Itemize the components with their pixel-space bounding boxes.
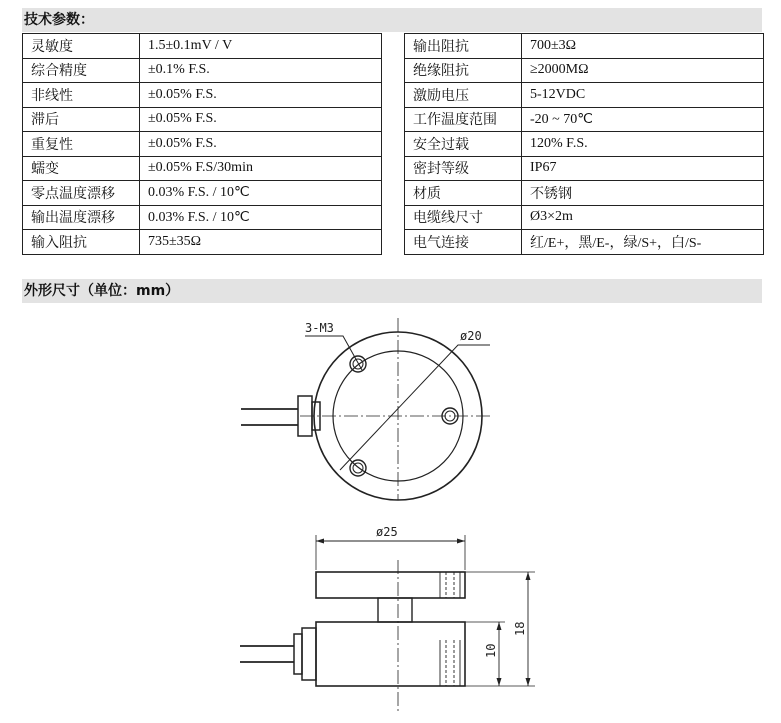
spec-label: 蠕变 [23,156,140,181]
side-width-label: ø25 [376,525,398,539]
side-cable-gland [302,628,316,680]
spec-value: ±0.05% F.S. [140,107,382,132]
spec-label: 非线性 [23,83,140,108]
spec-label: 重复性 [23,132,140,157]
top-view [241,318,490,500]
spec-value: Ø3×2m [522,205,764,230]
spec-label: 工作温度范围 [405,107,522,132]
spec-value: 0.03% F.S. / 10℃ [140,205,382,230]
spec-value: -20 ~ 70℃ [522,107,764,132]
mounting-hole-1 [350,356,366,372]
sensor-body [316,622,465,686]
dimensions-header: 外形尺寸（单位：mm） [22,279,762,303]
side-view [240,535,535,712]
spec-label: 滞后 [23,107,140,132]
spec-label: 密封等级 [405,156,522,181]
top-plate [316,572,465,598]
spec-label: 输出温度漂移 [23,205,140,230]
spec-value: 0.03% F.S. / 10℃ [140,181,382,206]
spec-value: 120% F.S. [522,132,764,157]
spec-label: 输入阻抗 [23,230,140,255]
stem [378,598,412,622]
spec-label: 激励电压 [405,83,522,108]
spec-value: 红/E+，黑/E-，绿/S+，白/S- [522,230,764,255]
total-height-label: 18 [513,621,527,636]
spec-value: IP67 [522,156,764,181]
spec-label: 电缆线尺寸 [405,205,522,230]
mounting-hole-3 [350,460,366,476]
spec-value: ±0.05% F.S/30min [140,156,382,181]
spec-label: 输出阻抗 [405,34,522,59]
spec-label: 综合精度 [23,58,140,83]
spec-value: 不锈钢 [522,181,764,206]
spec-label: 零点温度漂移 [23,181,140,206]
spec-label: 电气连接 [405,230,522,255]
tech-params-header: 技术参数： [22,8,762,32]
spec-value: 700±3Ω [522,34,764,59]
body-height-label: 10 [484,643,498,658]
spec-value: 5-12VDC [522,83,764,108]
spec-value: ≥2000MΩ [522,58,764,83]
spec-label: 灵敏度 [23,34,140,59]
spec-value: 1.5±0.1mV / V [140,34,382,59]
hole-label: 3-M3 [305,321,334,335]
spec-value: ±0.1% F.S. [140,58,382,83]
spec-label: 材质 [405,181,522,206]
spec-label: 绝缘阻抗 [405,58,522,83]
spec-value: ±0.05% F.S. [140,83,382,108]
spec-value: ±0.05% F.S. [140,132,382,157]
spec-value: 735±35Ω [140,230,382,255]
top-diameter-label: ø20 [460,329,482,343]
spec-label: 安全过载 [405,132,522,157]
